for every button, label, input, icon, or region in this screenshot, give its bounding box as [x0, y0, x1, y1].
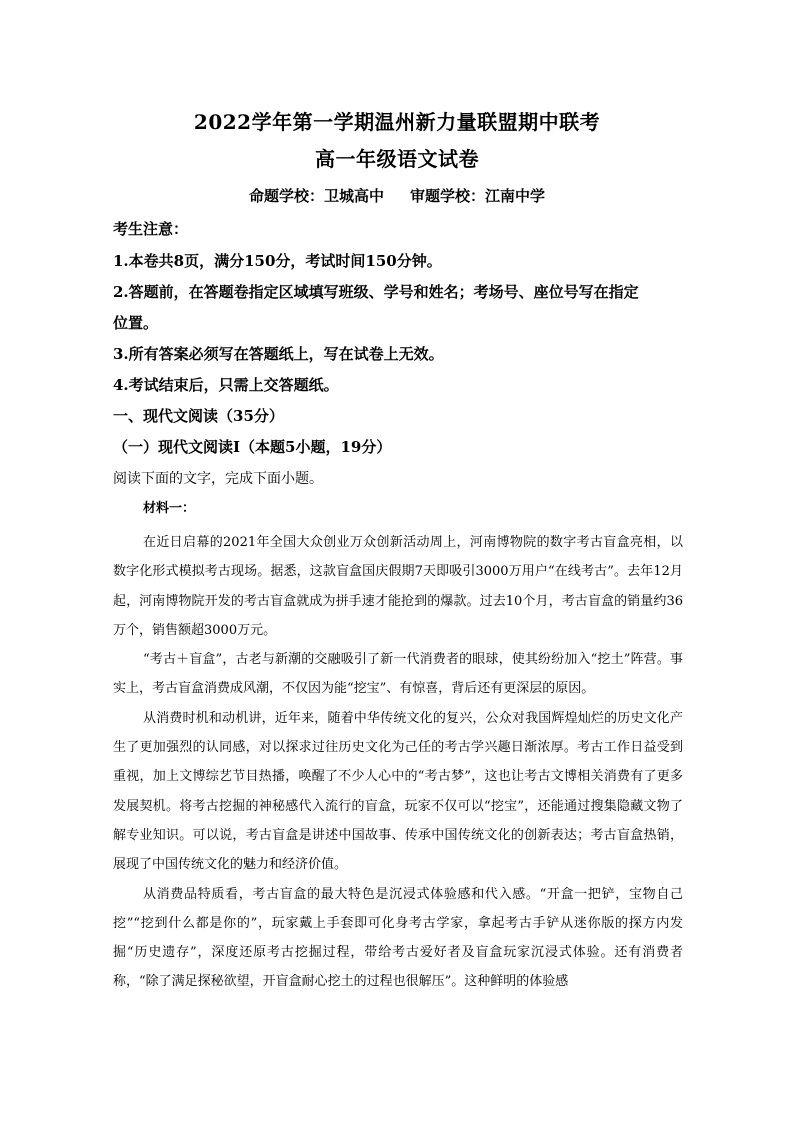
notice-item: 位置。 — [113, 314, 159, 332]
exam-title: 2022学年第一学期温州新力量联盟期中联考 — [193, 110, 601, 134]
reviewer-school: 审题学校：江南中学 — [410, 187, 546, 205]
section-title: 一、现代文阅读（35分） — [113, 407, 284, 425]
school-info — [0, 185, 794, 206]
subsection-title: （一）现代文阅读Ⅰ（本题5小题，19分） — [113, 438, 392, 456]
notice-item: 3.所有答案必须写在答题纸上，写在试卷上无效。 — [113, 345, 444, 363]
material-paragraph: 在近日启幕的2021年全国大众创业万众创新活动周上，河南博物院的数字考古盲盒亮相，以数字化形式模拟考古现场。据悉，这款盲盒国庆假期7天即吸引3000万用户“在线考古”。去年12月起，河南博物院开发的考古盲盒就成为拼手速才能抢到的爆款。过去10个月，考古盲盒的销量约36万个，销售额超3000万元。 — [113, 535, 683, 638]
material-paragraph: 从消费时机和动机讲，近年来，随着中华传统文化的复兴，公众对我国辉煌灿烂的历史文化产生了更加强烈的认同感，对以探求过往历史文化为己任的考古学兴趣日渐浓厚。考古工作日益受到重视，加上文博综艺节目热播，唤醒了不少人心中的“考古梦”，这也让考古文博相关消费有了更多发展契机。将考古挖掘的神秘感代入流行的盲盒，玩家不仅可以“挖宝”，还能通过搜集隐藏文物了解专业知识。可以说，考古盲盒是讲述中国故事、传承中国传统文化的创新表达；考古盲盒热销，展现了中国传统文化的魅力和经济价值。 — [113, 710, 683, 873]
notice-item: 2.答题前，在答题卷指定区域填写班级、学号和姓名；考场号、座位号写在指定 — [113, 283, 639, 301]
notice-item: 1.本卷共8页，满分150分，考试时间150分钟。 — [113, 252, 442, 270]
material-label: 材料一： — [143, 501, 196, 516]
reading-instruction: 阅读下面的文字，完成下面小题。 — [113, 471, 323, 487]
material-paragraph: “考古＋盲盒”，古老与新潮的交融吸引了新一代消费者的眼球，使其纷纷加入“挖土”阵营。事实上，考古盲盒消费成风潮，不仅因为能“挖宝”、有惊喜，背后还有更深层的原因。 — [113, 652, 683, 697]
notice-heading: 考生注意： — [113, 220, 189, 238]
material-text — [113, 528, 683, 997]
notice-item: 4.考试结束后，只需上交答题纸。 — [113, 376, 339, 394]
proposer-school: 命题学校：卫城高中 — [248, 187, 384, 205]
exam-subtitle: 高一年级语文试卷 — [315, 147, 479, 171]
material-paragraph: 从消费品特质看，考古盲盒的最大特色是沉浸式体验感和代入感。“开盒一把铲，宝物自己挖”“挖到什么都是你的”，玩家戴上手套即可化身考古学家，拿起考古手铲从迷你版的探方内发掘“历史遗存”，深度还原考古挖掘过程，带给考古爱好者及盲盒玩家沉浸式体验。还有消费者称，“除了满足探秘欲望，开盲盒耐心挖土的过程也很解压”。这种鲜明的体验感 — [113, 886, 683, 990]
